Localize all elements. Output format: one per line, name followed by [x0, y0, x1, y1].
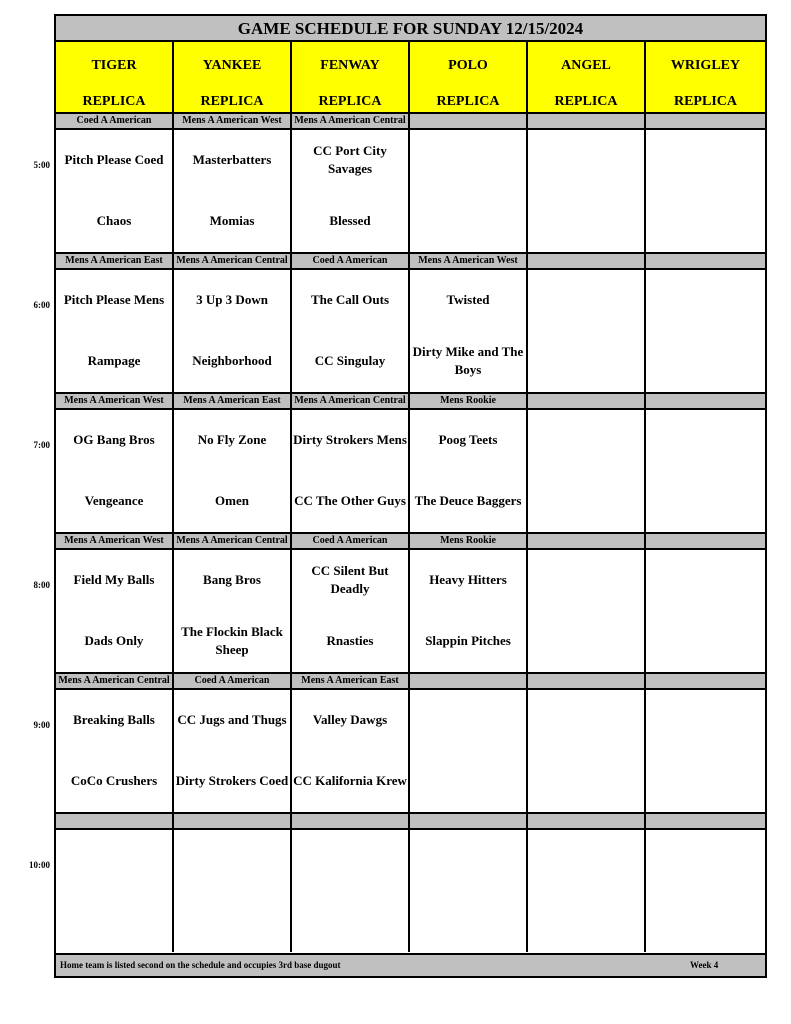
home-team [528, 621, 644, 661]
home-team: Omen [215, 493, 249, 508]
game-cell [292, 830, 410, 952]
field-name: TIGER [91, 58, 137, 73]
home-team: Dads Only [84, 633, 144, 648]
home-team: Dirty Mike and The Boys [412, 344, 524, 377]
home-team [646, 201, 765, 241]
division-label: Mens A American West [174, 114, 292, 132]
division-label: Coed A American [292, 534, 410, 552]
away-team [528, 280, 644, 320]
away-team [56, 840, 172, 880]
game-cell [56, 410, 174, 532]
home-team: Vengeance [84, 493, 144, 508]
footer-bar [56, 953, 765, 976]
away-team: OG Bang Bros [73, 432, 155, 447]
schedule-sheet [54, 14, 767, 978]
division-label: Mens A American Central [56, 674, 174, 692]
field-name: WRIGLEY [670, 58, 741, 73]
division-label: Mens A American East [56, 254, 174, 272]
away-team [410, 140, 526, 180]
game-cell [410, 410, 528, 532]
away-team: Breaking Balls [73, 712, 155, 727]
away-team [646, 420, 765, 460]
game-cell [646, 550, 765, 672]
away-team [174, 840, 290, 880]
away-team: CC Port City Savages [313, 143, 387, 176]
game-cell [292, 130, 410, 252]
division-label: Coed A American [292, 254, 410, 272]
game-cell [410, 550, 528, 672]
away-team: No Fly Zone [197, 432, 267, 447]
away-team: Poog Teets [438, 432, 498, 447]
away-team [410, 700, 526, 740]
home-team [528, 341, 644, 381]
time-label: 9:00 [33, 720, 50, 730]
home-team [646, 341, 765, 381]
field-type: REPLICA [436, 94, 500, 109]
away-team: Masterbatters [192, 152, 272, 167]
home-team: CC Singulay [314, 353, 386, 368]
home-team [410, 201, 526, 241]
field-type: REPLICA [318, 94, 382, 109]
game-cell [646, 830, 765, 952]
home-team: Neighborhood [192, 353, 272, 368]
away-team [646, 280, 765, 320]
field-type: REPLICA [82, 94, 146, 109]
away-team [646, 700, 765, 740]
game-cell [174, 270, 292, 392]
away-team [292, 840, 408, 880]
game-cell [646, 410, 765, 532]
field-name: FENWAY [320, 58, 380, 73]
game-cell [528, 830, 646, 952]
home-team: Rnasties [326, 633, 374, 648]
division-label: Mens A American Central [174, 254, 292, 272]
home-team: Dirty Strokers Coed [175, 773, 289, 788]
division-label: Mens A American East [174, 394, 292, 412]
game-cell [292, 690, 410, 812]
game-cell [528, 270, 646, 392]
division-label: Mens Rookie [410, 534, 528, 552]
home-team: Chaos [96, 213, 132, 228]
away-team [528, 840, 644, 880]
away-team [528, 560, 644, 600]
field-name: YANKEE [202, 58, 262, 73]
field-name: ANGEL [561, 58, 611, 73]
away-team: Bang Bros [203, 572, 261, 587]
home-team [410, 761, 526, 801]
division-label: Coed A American [174, 674, 292, 692]
away-team: CC Jugs and Thugs [177, 712, 287, 727]
time-label: 10:00 [29, 860, 50, 870]
game-cell [410, 270, 528, 392]
game-cell [174, 130, 292, 252]
home-team [56, 901, 172, 941]
game-cell [528, 130, 646, 252]
away-team [528, 420, 644, 460]
division-label: Mens A American Central [174, 534, 292, 552]
home-team [528, 201, 644, 241]
game-cell [528, 550, 646, 672]
field-type: REPLICA [673, 94, 737, 109]
away-team: Valley Dawgs [312, 712, 388, 727]
away-team [528, 700, 644, 740]
home-team [292, 901, 408, 941]
field-type: REPLICA [554, 94, 618, 109]
division-label: Mens A American West [56, 534, 174, 552]
home-team [174, 901, 290, 941]
home-team [646, 481, 765, 521]
home-team: Slappin Pitches [425, 633, 511, 648]
field-name: POLO [448, 58, 488, 73]
home-team: Blessed [329, 213, 371, 228]
home-team: CC Kalifornia Krew [293, 773, 407, 788]
game-cell [56, 270, 174, 392]
game-cell [292, 410, 410, 532]
away-team [646, 560, 765, 600]
away-team [646, 840, 765, 880]
away-team [528, 140, 644, 180]
game-cell [174, 690, 292, 812]
home-team [410, 901, 526, 941]
game-cell [174, 830, 292, 952]
game-cell [646, 690, 765, 812]
game-cell [410, 690, 528, 812]
game-cell [410, 130, 528, 252]
game-cell [528, 690, 646, 812]
division-label: Mens Rookie [410, 394, 528, 412]
game-cell [56, 690, 174, 812]
home-team: Rampage [87, 353, 141, 368]
division-label: Mens A American Central [292, 394, 410, 412]
time-label: 5:00 [33, 160, 50, 170]
game-cell [292, 550, 410, 672]
home-team: The Flockin Black Sheep [181, 624, 283, 657]
away-team: Field My Balls [73, 572, 155, 587]
division-label: Coed A American [56, 114, 174, 132]
away-team: Heavy Hitters [429, 572, 507, 587]
game-cell [410, 830, 528, 952]
division-label: Mens A American East [292, 674, 410, 692]
away-team: The Call Outs [310, 292, 389, 307]
away-team [646, 140, 765, 180]
home-team-note: Home team is listed second on the schedule and occupies 3rd base dugout [60, 960, 341, 970]
away-team: Pitch Please Mens [63, 292, 165, 307]
away-team: 3 Up 3 Down [196, 292, 268, 307]
week-label: Week 4 [690, 960, 719, 970]
game-cell [56, 130, 174, 252]
home-team: Momias [209, 213, 255, 228]
away-team: Twisted [446, 292, 490, 307]
home-team [646, 901, 765, 941]
field-type: REPLICA [200, 94, 264, 109]
game-cell [174, 550, 292, 672]
home-team [528, 761, 644, 801]
division-label: Mens A American Central [292, 114, 410, 132]
schedule-title: GAME SCHEDULE FOR SUNDAY 12/15/2024 [56, 16, 765, 42]
division-label: Mens A American West [410, 254, 528, 272]
home-team [528, 481, 644, 521]
time-label: 8:00 [33, 580, 50, 590]
game-cell [528, 410, 646, 532]
home-team [528, 901, 644, 941]
time-label: 6:00 [33, 300, 50, 310]
game-cell [646, 270, 765, 392]
game-cell [56, 830, 174, 952]
home-team: CoCo Crushers [70, 773, 158, 788]
away-team: CC Silent But Deadly [311, 563, 389, 596]
time-label: 7:00 [33, 440, 50, 450]
away-team: Pitch Please Coed [64, 152, 164, 167]
away-team [410, 840, 526, 880]
game-cell [646, 130, 765, 252]
home-team: The Deuce Baggers [414, 493, 522, 508]
game-cell [56, 550, 174, 672]
home-team [646, 621, 765, 661]
away-team: Dirty Strokers Mens [293, 432, 407, 447]
game-cell [174, 410, 292, 532]
home-team: CC The Other Guys [294, 493, 406, 508]
division-label: Mens A American West [56, 394, 174, 412]
game-cell [292, 270, 410, 392]
home-team [646, 761, 765, 801]
